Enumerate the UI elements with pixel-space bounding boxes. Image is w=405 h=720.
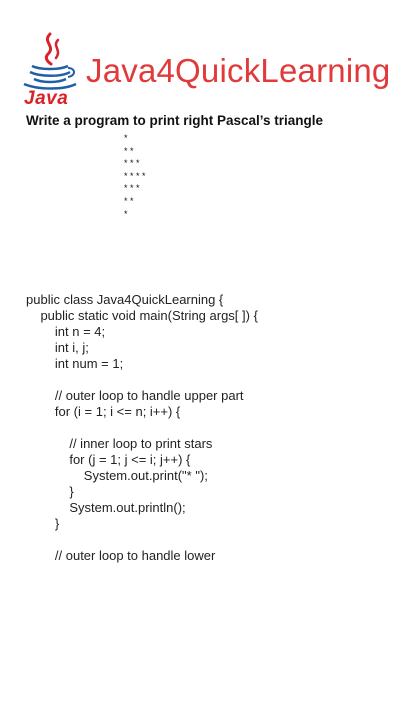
code-line xyxy=(26,372,258,388)
code-line: // inner loop to print stars xyxy=(26,436,213,451)
java-logo-text: Java xyxy=(24,88,69,109)
pattern-row: * * * * xyxy=(124,170,146,181)
pattern-row: * * * xyxy=(124,158,140,169)
code-line: public class Java4QuickLearning { xyxy=(26,292,224,307)
code-line: int n = 4; xyxy=(26,324,106,339)
star-pattern xyxy=(124,132,146,220)
code-block xyxy=(26,292,258,564)
code-line: for (i = 1; i <= n; i++) { xyxy=(26,404,181,419)
code-line xyxy=(26,420,258,436)
pattern-row: * xyxy=(124,208,128,219)
question-text: Write a program to print right Pascal’s triangle xyxy=(26,113,324,128)
pattern-row: * * * xyxy=(124,183,140,194)
code-line: public static void main(String args[ ]) { xyxy=(26,308,258,323)
code-line: for (j = 1; j <= i; j++) { xyxy=(26,452,191,467)
code-line: } xyxy=(26,516,60,531)
code-line: System.out.println(); xyxy=(26,500,186,515)
code-line: // outer loop to handle upper part xyxy=(26,388,244,403)
code-line: System.out.print("* "); xyxy=(26,468,208,483)
code-line: int i, j; xyxy=(26,340,89,355)
code-line xyxy=(26,532,258,548)
pattern-row: * xyxy=(124,133,128,143)
code-line: int num = 1; xyxy=(26,356,124,371)
code-line: } xyxy=(26,484,74,499)
pattern-row: * * xyxy=(124,195,134,206)
brand-title: Java4QuickLearning xyxy=(86,52,391,89)
code-line: // outer loop to handle lower xyxy=(26,548,216,563)
header xyxy=(0,0,405,110)
pattern-row: * * xyxy=(124,145,134,156)
